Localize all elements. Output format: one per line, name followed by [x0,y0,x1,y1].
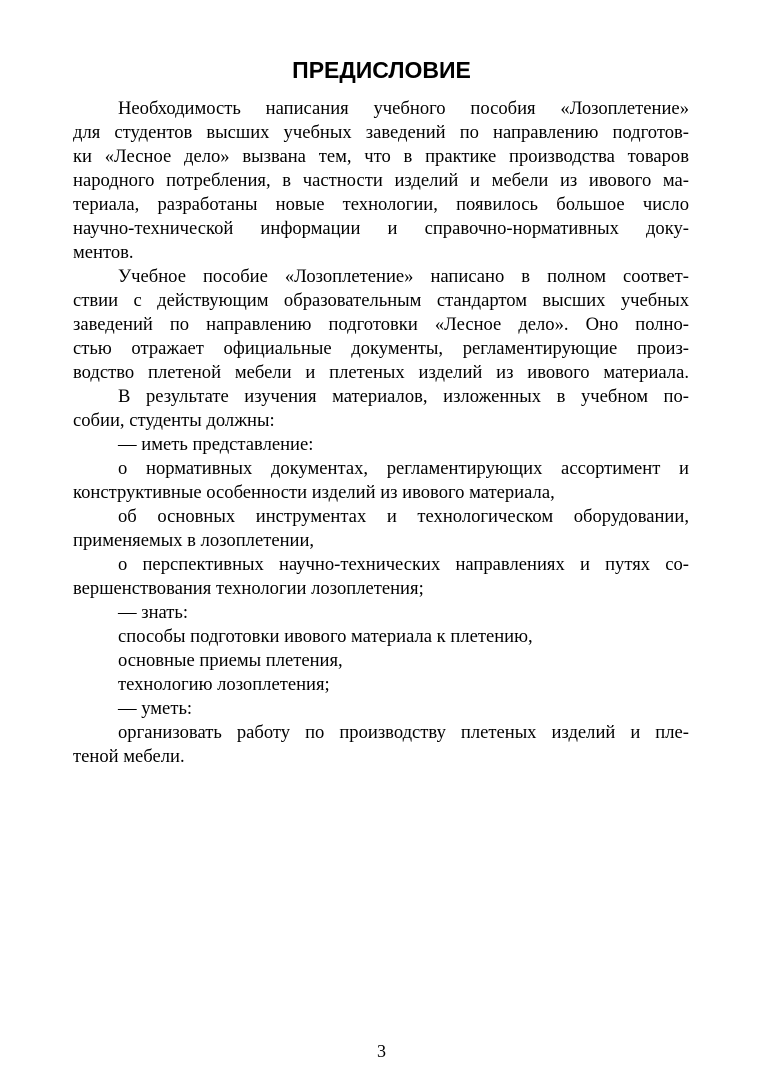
text-line: основные приемы плетения, [118,650,343,671]
text-line: применяемых в лозоплетении, [73,530,315,551]
text-line: ствии с действующим образовательным стандартом высших учебных [73,290,689,311]
text-line: В результате изучения материалов, изложенных в учебном по- [118,386,689,407]
page-number: 3 [377,1041,386,1061]
text-line: о перспективных научно-технических направлениях и путях со- [118,554,689,575]
text-line: об основных инструментах и технологическом оборудовании, [118,506,689,527]
text-line: для студентов высших учебных заведений по направлению подготов- [73,122,689,143]
text-line: ментов. [73,242,134,263]
text-line: заведений по направлению подготовки «Лесное дело». Оно полно- [73,314,689,335]
page-title: ПРЕДИСЛОВИЕ [292,57,471,83]
text-line: вершенствования технологии лозоплетения; [73,578,424,599]
text-line: научно-технической информации и справочно-нормативных доку- [73,218,689,239]
text-line: теной мебели. [73,746,185,767]
text-line: ки «Лесное дело» вызвана тем, что в практике производства товаров [73,146,689,167]
text-line: организовать работу по производству плетеных изделий и пле- [118,722,689,743]
text-line: способы подготовки ивового материала к плетению, [118,626,533,647]
text-line: Учебное пособие «Лозоплетение» написано в полном соответ- [118,266,689,287]
text-line: водство плетеной мебели и плетеных изделий из ивового материала. [73,362,689,383]
text-line: стью отражает официальные документы, регламентирующие произ- [73,338,689,359]
list-heading: — знать: [118,602,189,623]
text-line: конструктивные особенности изделий из ивового материала, [73,482,555,503]
text-line: о нормативных документах, регламентирующих ассортимент и [118,458,689,479]
text-line: Необходимость написания учебного пособия «Лозоплетение» [118,98,689,119]
text-line: териала, разработаны новые технологии, появилось большое число [73,194,689,215]
list-heading: — иметь представление: [118,434,314,455]
text-line: собии, студенты должны: [73,410,275,431]
text-line: народного потребления, в частности изделий и мебели из ивового ма- [73,170,689,191]
text-line: технологию лозоплетения; [118,674,330,695]
list-heading: — уметь: [118,698,193,719]
